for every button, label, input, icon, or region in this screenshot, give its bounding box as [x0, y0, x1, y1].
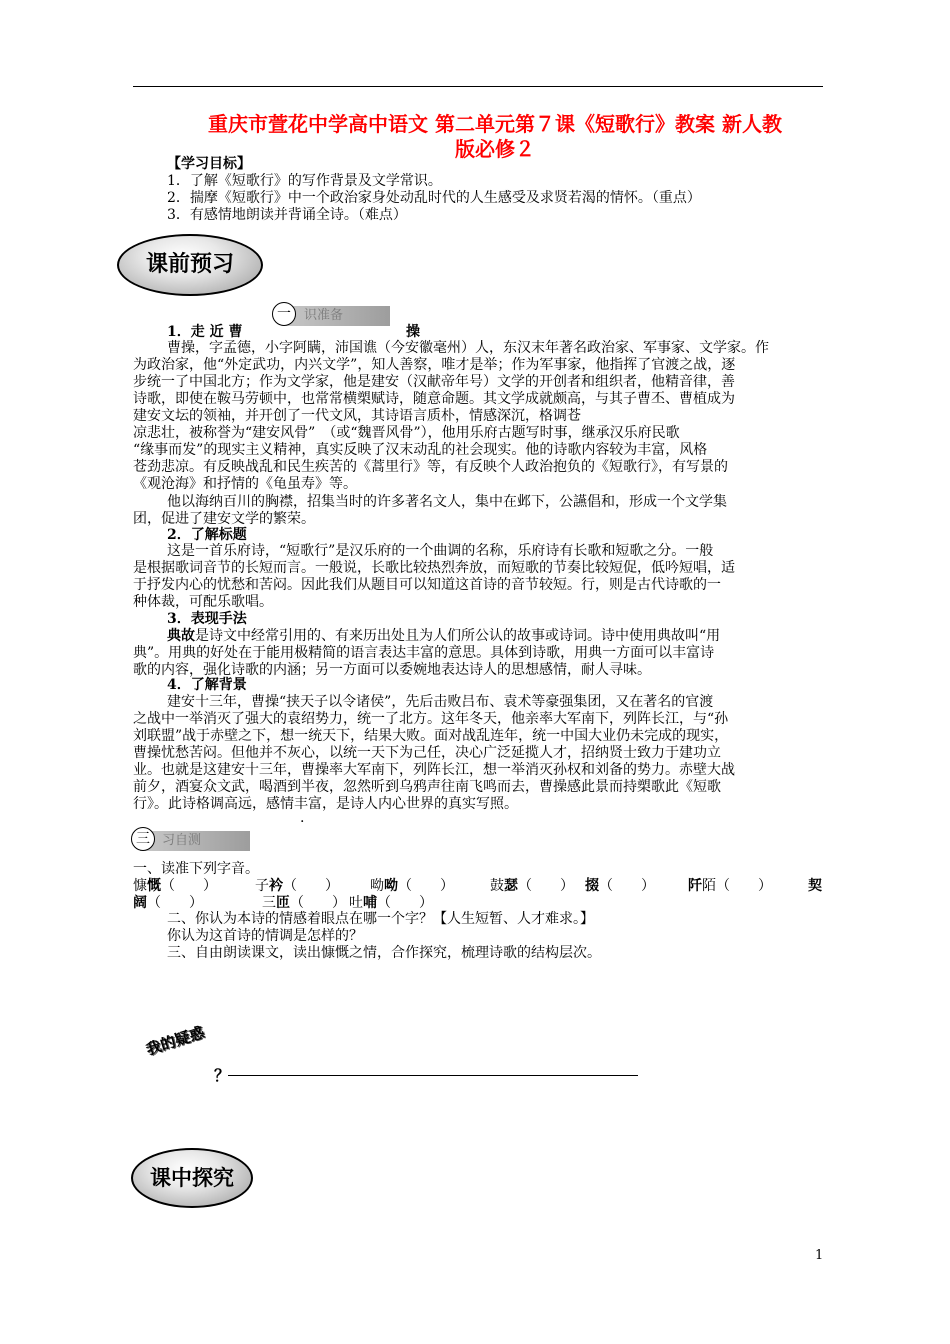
heading-approach-caocao-end: 操: [406, 324, 420, 340]
char: 子: [255, 878, 269, 894]
preview-badge: 课前预习: [117, 234, 263, 296]
pinyin-item: [133, 894, 203, 912]
blank: （ ）: [290, 895, 346, 911]
pinyin-item: [370, 877, 454, 895]
text-line: [133, 628, 833, 645]
char: 呦: [370, 878, 384, 894]
heading-background: 4．了解背景: [167, 677, 247, 693]
text-line: 步统一了中国北方；作为文学家，他是建安（汉献帝年号）文学的开创者和组织者，他精音律，善: [133, 374, 735, 390]
text-line: 歌的内容，强化诗歌的内涵；另一方面可以委婉地表达诗人的思想感情，耐人寻味。: [133, 662, 651, 678]
char: 慷: [133, 878, 147, 894]
page-number: 1: [815, 1248, 824, 1263]
objective-item: 2．揣摩《短歌行》中一个政治家身处动乱时代的人生感受及求贤若渴的情怀。（重点）: [167, 190, 701, 206]
objective-item: 3．有感情地朗读并背诵全诗。（难点）: [167, 207, 407, 223]
char-bold: 呦: [384, 878, 398, 894]
text-line: 是根据歌词音节的长短而言。一般说，长歌比较热烈奔放，而短歌的节奏比较短促，低吟短唱，适: [133, 560, 735, 576]
title-line-2: 版必修２: [455, 137, 535, 161]
text-line: 业。也就是这建安十三年，曹操率大军南下，列阵长江，想一举消灭孙权和刘备的势力。赤壁大战: [133, 762, 735, 778]
inclass-badge: 课中探究: [131, 1148, 253, 1208]
question-mark-icon: ？: [214, 1066, 231, 1085]
pinyin-item: [688, 877, 772, 895]
heading-approach-caocao: 1．走 近 曹: [167, 324, 243, 340]
blank: （ ）: [161, 878, 217, 894]
text-line: 刘联盟”战于赤壁之下，想一统天下，结果大败。面对战乱连年，统一中国大业仍未完成的现实，: [133, 728, 729, 744]
paragraph-literary-group: [133, 494, 833, 528]
blank: （ ）: [398, 878, 454, 894]
blank: （ ）: [283, 878, 339, 894]
pinyin-item: [262, 894, 346, 912]
char-bold: 慨: [147, 878, 161, 894]
char: 吐: [349, 895, 363, 911]
paragraph-background: [133, 694, 833, 813]
pinyin-item: [349, 894, 433, 912]
exercise-q2-followup: 你认为这首诗的情调是怎样的？: [167, 928, 363, 944]
text-line: 为政治家，他“外定武功，内兴文学”，知人善察，唯才是举；作为军事家，他指挥了官渡之战，逐: [133, 357, 736, 373]
char-bold: 哺: [363, 895, 377, 911]
section-tag-selftest: [140, 831, 250, 851]
title-line-1: 重庆市萱花中学高中语文 第二单元第７课《短歌行》教案 新人教: [208, 112, 782, 136]
heading-title-meaning: 2．了解标题: [167, 527, 247, 543]
paragraph-allusion: [133, 628, 833, 679]
header-rule: [133, 86, 823, 87]
heading-technique: 3．表现手法: [167, 611, 247, 627]
blank: （ ）: [518, 878, 574, 894]
char-bold: 掇: [585, 878, 599, 894]
char-bold: 阔: [133, 895, 147, 911]
blank: （ ）: [147, 895, 203, 911]
page-title: [150, 112, 840, 162]
text-line: 曹操忧愁苦闷。但他并不灰心，以统一天下为己任，决心广泛延揽人才，招纳贤士致力于建功立: [133, 745, 721, 761]
stray-dot: .: [300, 810, 305, 826]
text-line: 种体裁，可配乐歌唱。: [133, 594, 273, 610]
text-line: 诗歌，即使在鞍马劳顿中，也常常横槊赋诗，随意命题。其文学成就颇高，与其子曹丕、曹植成为: [133, 391, 735, 407]
text-line: 行》。此诗格调高远，感情丰富，是诗人内心世界的真实写照。: [133, 796, 518, 812]
text-line: 凉悲壮，被称誉为“建安风骨” （或“魏晋风骨”），他用乐府古题写时事，继承汉乐府民歌: [133, 425, 680, 441]
pinyin-item: [133, 877, 217, 895]
pinyin-item: [585, 877, 655, 895]
doubt-answer-line: [228, 1075, 638, 1076]
text-run: 是诗文中经常引用的、有来历出处且为人们所公认的故事或诗词。诗中使用典故叫“用: [195, 628, 721, 644]
char: 三: [262, 895, 276, 911]
text-line: 之战中一举消灭了强大的袁绍势力，统一了北方。这年冬天，他亲率大军南下，列阵长江，与“孙: [133, 711, 729, 727]
text-line: 这是一首乐府诗，“短歌行”是汉乐府的一个曲调的名称，乐府诗有长歌和短歌之分。一般: [167, 543, 714, 559]
char-bold: 衿: [269, 878, 283, 894]
term-allusion: 典故: [167, 628, 195, 644]
text-line: 团，促进了建安文学的繁荣。: [133, 511, 315, 527]
blank: （ ）: [377, 895, 433, 911]
text-line: 于抒发内心的忧愁和苦闷。因此我们从题目可以知道这首诗的音节较短。行，则是古代诗歌的一: [133, 577, 721, 593]
pinyin-item: [255, 877, 339, 895]
char-bold: 匝: [276, 895, 290, 911]
text-line: 曹操，字孟德，小字阿瞒，沛国谯（今安徽毫州）人，东汉末年著名政治家、军事家、文学家。作: [167, 340, 769, 356]
text-line: 建安十三年，曹操“挟天子以令诸侯”，先后击败吕布、袁术等豪强集团，又在著名的官渡: [167, 694, 714, 710]
text-line: 《观沧海》和抒情的《龟虽寿》等。: [133, 476, 357, 492]
section-number-circle: 一: [272, 302, 296, 326]
section-tag-label: 习自测: [162, 833, 202, 848]
paragraph-title-meaning: [133, 543, 833, 611]
text-line: 前夕，酒宴众文武，喝酒到半夜，忽然听到乌鸦声往南飞鸣而去，曹操感此景而持槊歌此《短歌: [133, 779, 721, 795]
text-line: 他以海纳百川的胸襟，招集当时的许多著名文人，集中在邺下，公讌倡和，形成一个文学集: [167, 494, 727, 510]
blank: （ ）: [599, 878, 655, 894]
exercise-q3: 三、自由朗读课文，读出慷慨之情，合作探究，梳理诗歌的结构层次。: [167, 945, 601, 961]
blank: 陌（ ）: [702, 878, 772, 894]
section-number-circle: 三: [131, 827, 155, 851]
section-tag-label: 识准备: [304, 308, 344, 323]
objective-item: 1．了解《短歌行》的写作背景及文学常识。: [167, 173, 442, 189]
char-bold: 瑟: [504, 878, 518, 894]
text-line: 典”。用典的好处在于能用极精简的语言表达丰富的意思。具体到诗歌，用典一方面可以丰富诗: [133, 645, 715, 661]
char: 鼓: [490, 878, 504, 894]
exercise-q2: 二、你认为本诗的情感着眼点在哪一个字？【人生短暂、人才难求。】: [167, 911, 594, 927]
exercise-q1: 一、读准下列字音。: [133, 861, 259, 877]
section-tag-knowledge: [282, 306, 390, 326]
text-line: 建安文坛的领袖，并开创了一代文风，其诗语言质朴，情感深沉，格调苍: [133, 408, 581, 424]
paragraph-biography: [133, 340, 833, 493]
pinyin-item: [490, 877, 574, 895]
pinyin-item: [808, 877, 822, 895]
text-line: 苍劲悲凉。有反映战乱和民生疾苦的《蒿里行》等，有反映个人政治抱负的《短歌行》，有写景的: [133, 459, 728, 475]
my-doubts-label: 我的疑惑: [143, 1023, 207, 1059]
char-bold: 契: [808, 878, 822, 894]
char-bold: 阡: [688, 878, 702, 894]
text-line: “缘事而发”的现实主义精神，真实反映了汉末动乱的社会现实。他的诗歌内容较为丰富，风格: [133, 442, 708, 458]
objectives-heading: 【学习目标】: [167, 156, 251, 172]
